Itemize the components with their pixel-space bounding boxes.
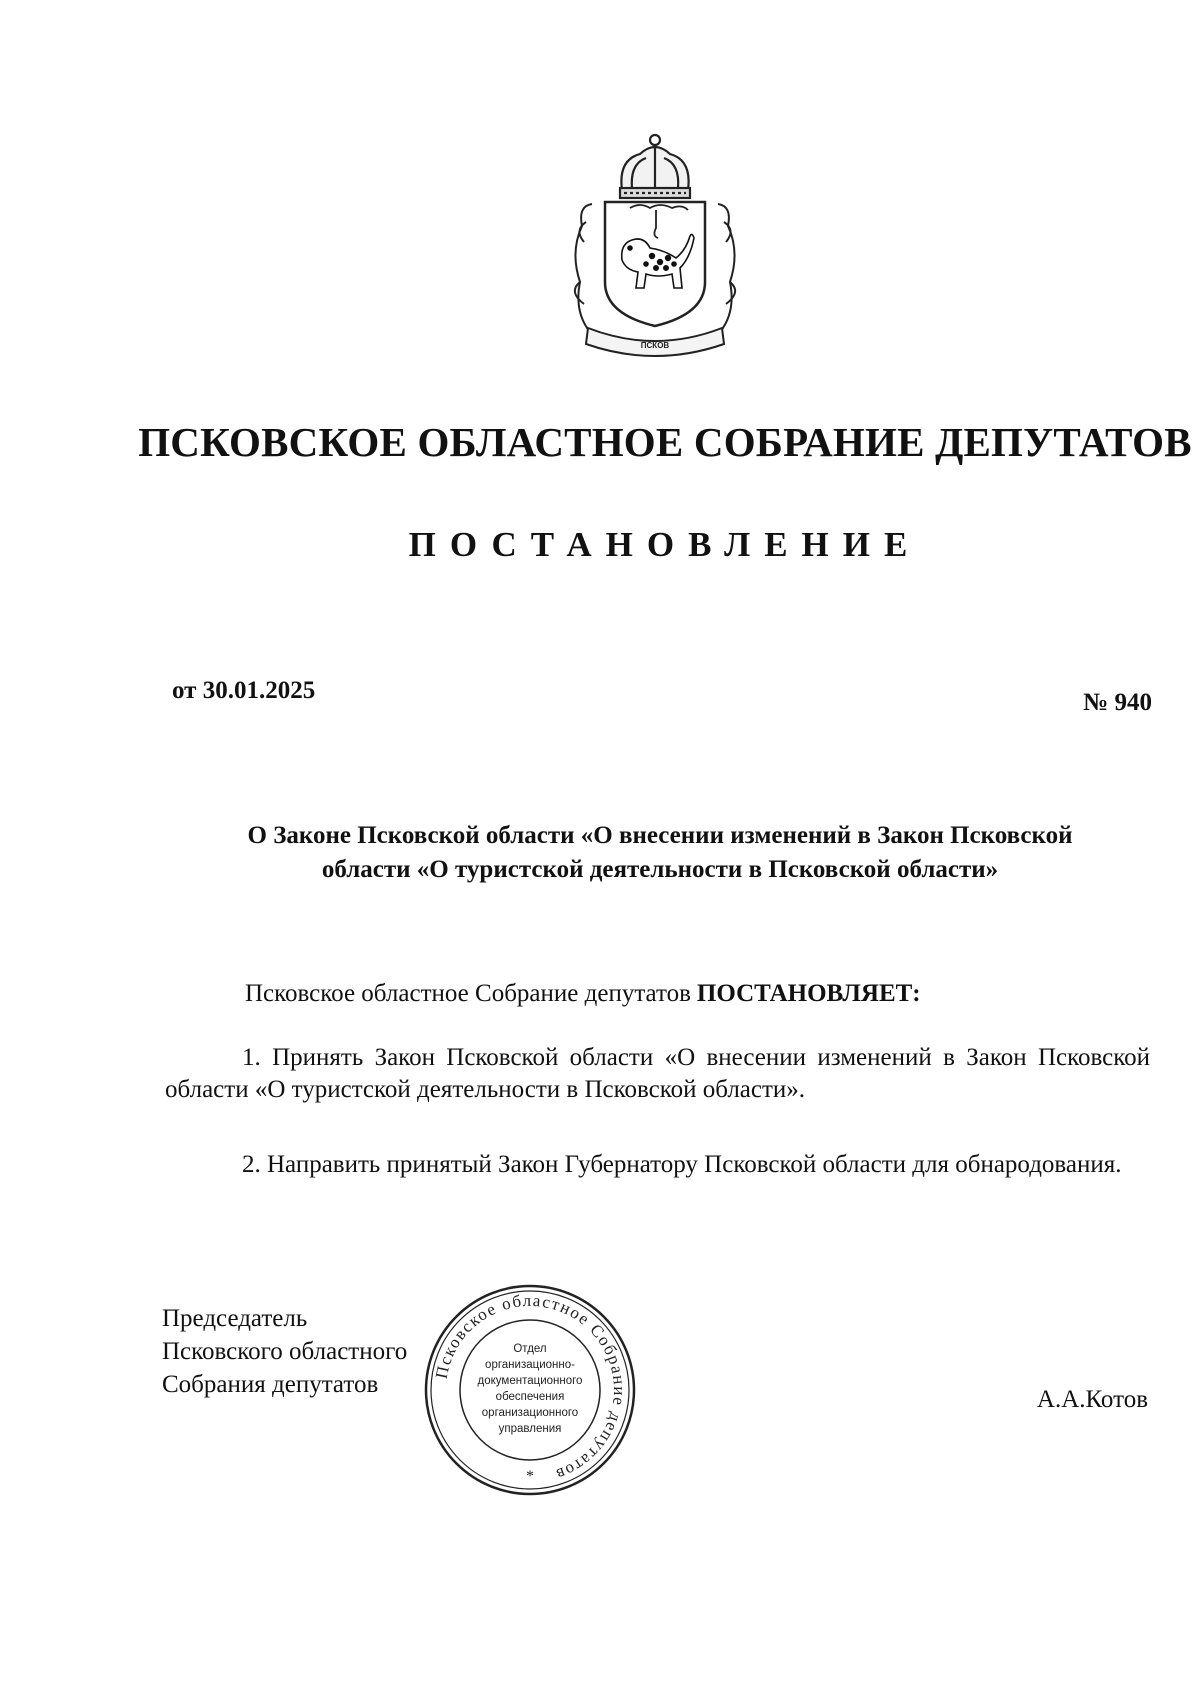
stamp-line-1: Отдел [513,1343,547,1355]
document-type-title: ПОСТАНОВЛЕНИЕ [408,525,922,564]
subject-line-1: О Законе Псковской области «О внесении изменений в Закон Псковской [247,822,1073,849]
document-number: № 940 [1083,689,1152,716]
stamp-line-4: обеспечения [495,1391,565,1403]
official-stamp [423,1283,637,1497]
position-line-2: Псковского областного [162,1338,408,1365]
organization-title: ПСКОВСКОЕ ОБЛАСТНОЕ СОБРАНИЕ ДЕПУТАТОВ [138,419,1192,465]
stamp-star: * [526,1468,534,1485]
stamp-line-6: управления [498,1423,562,1435]
stamp-line-5: организационного [481,1407,579,1419]
resolution-item-1: 1. Принять Закон Псковской области «О внесении изменений в Закон Псковской области «О туристской деятельности в Псковской области». [165,1044,1150,1103]
preamble-resolves: ПОСТАНОВЛЯЕТ: [696,980,921,1007]
subject-line-2: области «О туристской деятельности в Псковской области» [321,856,999,883]
crown-icon [620,135,690,198]
position-line-3: Собрания депутатов [162,1371,379,1398]
preamble [245,978,921,1010]
resolution-item-2: 2. Направить принятый Закон Губернатору Псковской области для обнародования. [242,1151,1122,1178]
document-subject [165,819,1155,887]
document-date: от 30.01.2025 [172,677,316,704]
stamp-line-2: организационно- [485,1359,575,1371]
stamp-line-3: документационного [477,1375,583,1387]
motto-text: ПСКОВ [640,341,670,350]
stamp-outer-text: Псковское областное Собрание депутатов [431,1290,630,1485]
coat-of-arms-emblem [560,132,750,372]
position-line-1: Председатель [162,1305,308,1332]
signatory-position [162,1302,407,1401]
preamble-text: Псковское областное Собрание депутатов [245,980,691,1007]
signatory-name: А.А.Котов [1036,1386,1148,1413]
